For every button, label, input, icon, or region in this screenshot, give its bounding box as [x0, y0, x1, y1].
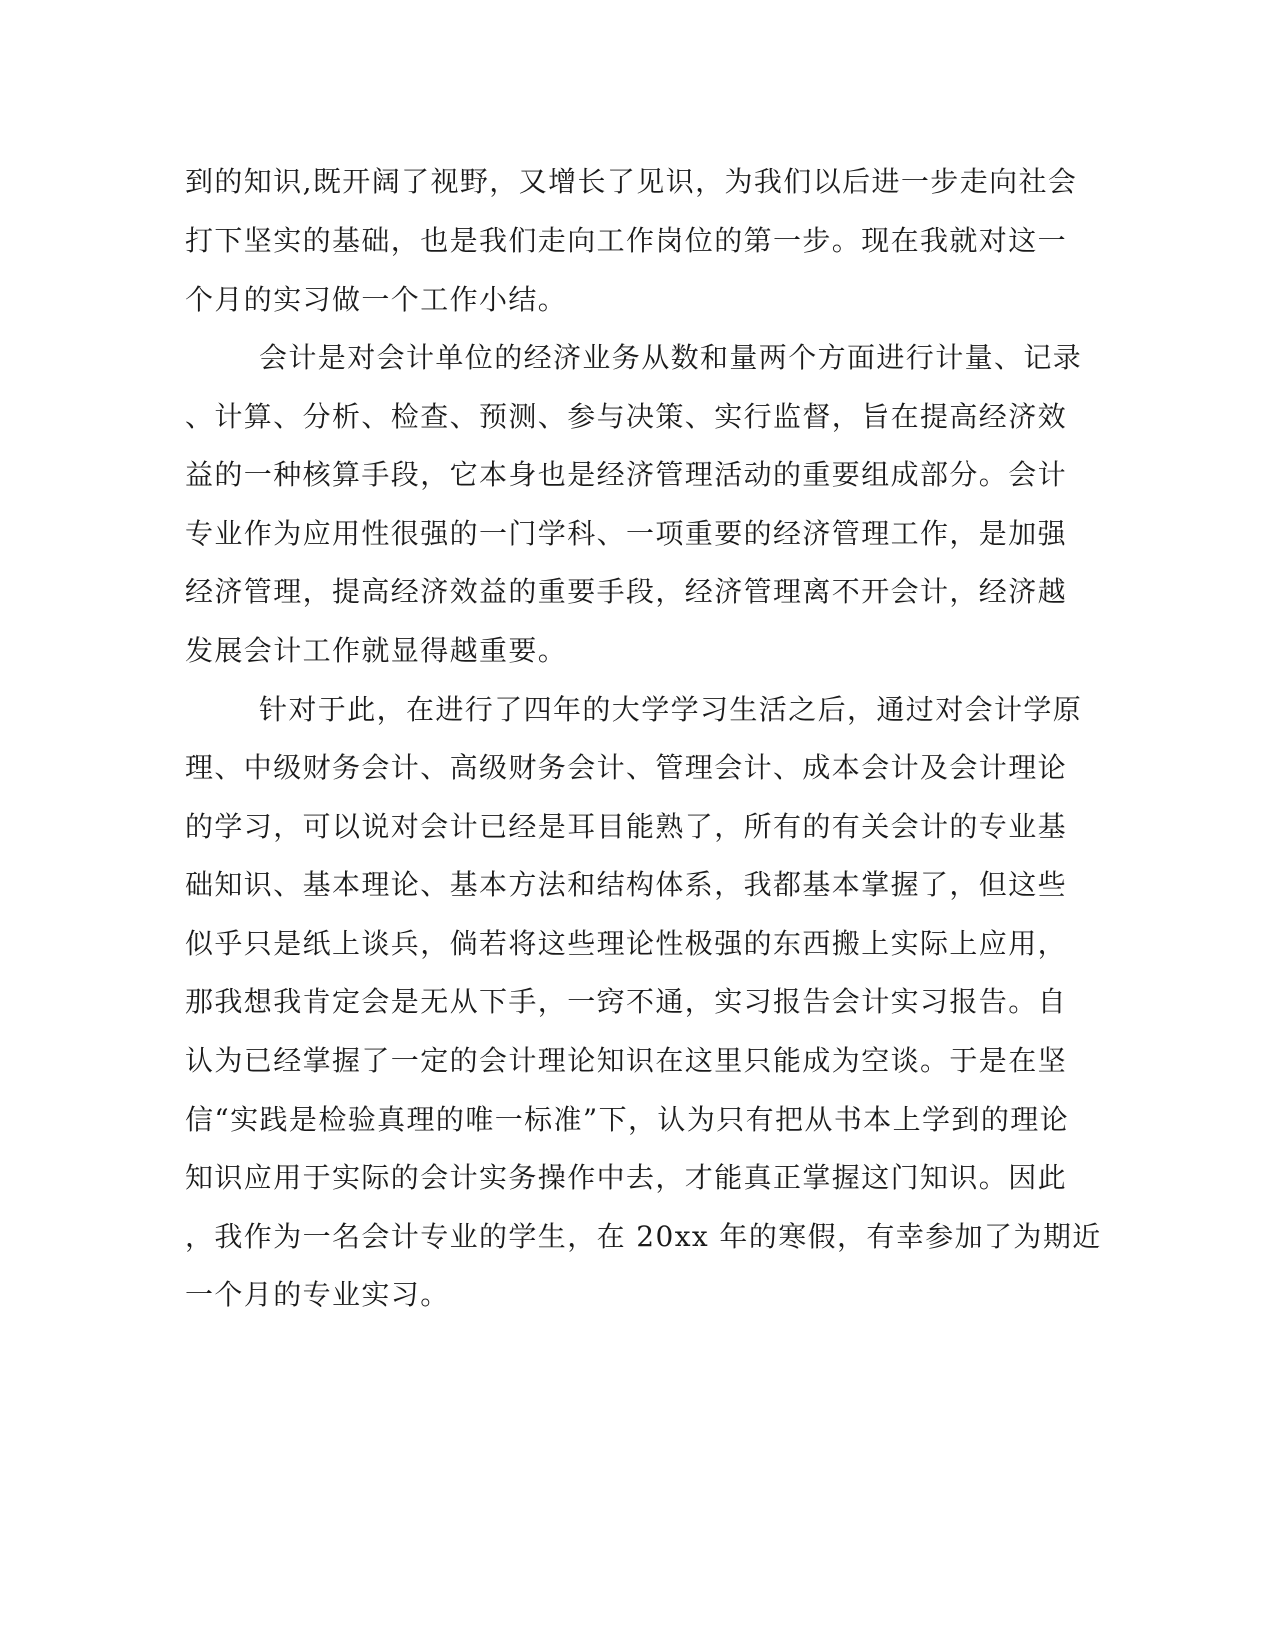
paragraph-3-line-11: 一个月的专业实习。	[185, 1278, 450, 1311]
paragraph-3-line-8: 信“实践是检验真理的唯一标准”下，认为只有把从书本上学到的理论	[185, 1103, 1070, 1136]
paragraph-3-line-10: ，我作为一名会计专业的学生，在 20xx 年的寒假，有幸参加了为期近	[185, 1220, 1102, 1253]
paragraph-2-line-2: 、计算、分析、检查、预测、参与决策、实行监督，旨在提高经济效	[185, 400, 1068, 433]
paragraph-3-line-6: 那我想我肯定会是无从下手，一窍不通，实习报告会计实习报告。自	[185, 985, 1068, 1018]
paragraph-3-line-3: 的学习，可以说对会计已经是耳目能熟了，所有的有关会计的专业基	[185, 810, 1068, 843]
paragraph-3-line-2: 理、中级财务会计、高级财务会计、管理会计、成本会计及会计理论	[185, 751, 1068, 784]
paragraph-3-line-7: 认为已经掌握了一定的会计理论知识在这里只能成为空谈。于是在坚	[185, 1044, 1068, 1077]
paragraph-1-line-1: 到的知识,既开阔了视野，又增长了见识，为我们以后进一步走向社会	[185, 165, 1078, 198]
paragraph-2-line-4: 专业作为应用性很强的一门学科、一项重要的经济管理工作，是加强	[185, 517, 1068, 550]
paragraph-3-line-5: 似乎只是纸上谈兵，倘若将这些理论性极强的东西搬上实际上应用，	[185, 927, 1068, 960]
paragraph-2-line-3: 益的一种核算手段，它本身也是经济管理活动的重要组成部分。会计	[185, 458, 1068, 491]
paragraph-2-line-1: 会计是对会计单位的经济业务从数和量两个方面进行计量、记录	[259, 341, 1083, 374]
paragraph-3-line-4: 础知识、基本理论、基本方法和结构体系，我都基本掌握了，但这些	[185, 868, 1068, 901]
paragraph-3-line-1: 针对于此，在进行了四年的大学学习生活之后，通过对会计学原	[259, 693, 1083, 726]
paragraph-2-line-5: 经济管理，提高经济效益的重要手段，经济管理离不开会计，经济越	[185, 575, 1068, 608]
paragraph-1-line-2: 打下坚实的基础，也是我们走向工作岗位的第一步。现在我就对这一	[185, 224, 1068, 257]
paragraph-2-line-6: 发展会计工作就显得越重要。	[185, 634, 568, 667]
paragraph-1-line-3: 个月的实习做一个工作小结。	[185, 283, 568, 316]
paragraph-3-line-9: 知识应用于实际的会计实务操作中去，才能真正掌握这门知识。因此	[185, 1161, 1068, 1194]
